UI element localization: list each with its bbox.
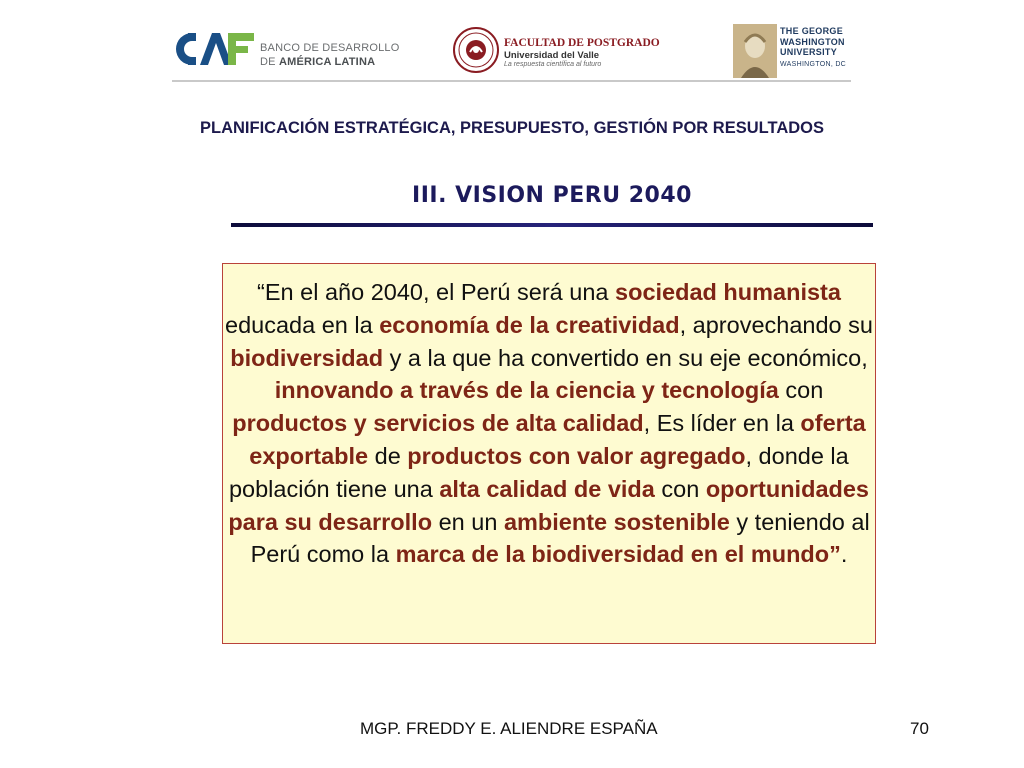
slide-subtitle: PLANIFICACIÓN ESTRATÉGICA, PRESUPUESTO, GESTIÓN POR RESULTADOS bbox=[200, 119, 824, 137]
caf-logo bbox=[172, 27, 402, 73]
caf-line1: BANCO DE DESARROLLO bbox=[260, 42, 400, 54]
gwu-line4: WASHINGTON, DC bbox=[780, 60, 847, 68]
header-divider bbox=[172, 80, 851, 82]
quote-highlight: ambiente sostenible bbox=[503, 508, 730, 535]
univalle-seal-icon bbox=[452, 26, 500, 74]
quote-highlight: biodiversidad bbox=[230, 344, 384, 371]
page-number: 70 bbox=[910, 719, 929, 738]
quote-highlight: alta calidad de vida bbox=[439, 475, 655, 502]
quote-highlight: economía de la creatividad bbox=[379, 311, 680, 338]
quote-highlight: productos y servicios de alta calidad bbox=[232, 410, 644, 437]
univalle-tagline: La respuesta científica al futuro bbox=[504, 61, 602, 68]
quote-text: y teniendo al Perú como la bbox=[250, 508, 870, 568]
quote-highlight: oferta exportable bbox=[249, 410, 866, 469]
quote-highlight: marca de la biodiversidad en el mundo” bbox=[395, 541, 841, 568]
quote-text: , donde la población tiene una bbox=[228, 442, 849, 502]
quote-text: con bbox=[778, 377, 824, 404]
gwu-logo bbox=[733, 24, 851, 78]
gwu-portrait-icon bbox=[733, 24, 777, 78]
univalle-faculty-title: FACULTAD DE POSTGRADO bbox=[504, 37, 660, 49]
quote-text: y a la que ha convertido en su eje económico, bbox=[383, 344, 868, 371]
caf-logo-icon bbox=[172, 29, 260, 69]
caf-line2-prefix: DE bbox=[260, 56, 279, 68]
quote-text: en un bbox=[432, 508, 504, 535]
vision-quote-box bbox=[222, 263, 876, 644]
quote-highlight: oportunidades para su desarrollo bbox=[228, 475, 870, 535]
quote-text: “En el año 2040, el Perú será una bbox=[257, 279, 616, 305]
quote-text: , aprovechando su bbox=[679, 311, 873, 338]
gwu-line1: THE GEORGE bbox=[780, 26, 844, 36]
univalle-name: Universidad del Valle bbox=[504, 50, 600, 61]
quote-highlight: productos con valor agregado bbox=[407, 442, 746, 469]
univalle-logo bbox=[452, 26, 678, 74]
gwu-line3: UNIVERSITY bbox=[780, 47, 838, 57]
quote-text: educada en la bbox=[225, 311, 380, 338]
caf-line2-bold: AMÉRICA LATINA bbox=[278, 56, 376, 68]
footer-author: MGP. FREDDY E. ALIENDRE ESPAÑA bbox=[360, 719, 658, 738]
title-underline bbox=[231, 223, 873, 227]
quote-text: con bbox=[654, 475, 706, 502]
vision-quote bbox=[223, 276, 875, 571]
slide-title: III. VISION PERU 2040 bbox=[412, 183, 692, 208]
quote-text: . bbox=[840, 541, 848, 568]
quote-highlight: sociedad humanista bbox=[615, 279, 841, 305]
quote-text: de bbox=[368, 442, 408, 469]
quote-text: , Es líder en la bbox=[643, 410, 801, 437]
quote-highlight: innovando a través de la ciencia y tecnología bbox=[274, 377, 779, 404]
gwu-line2: WASHINGTON bbox=[780, 36, 845, 47]
